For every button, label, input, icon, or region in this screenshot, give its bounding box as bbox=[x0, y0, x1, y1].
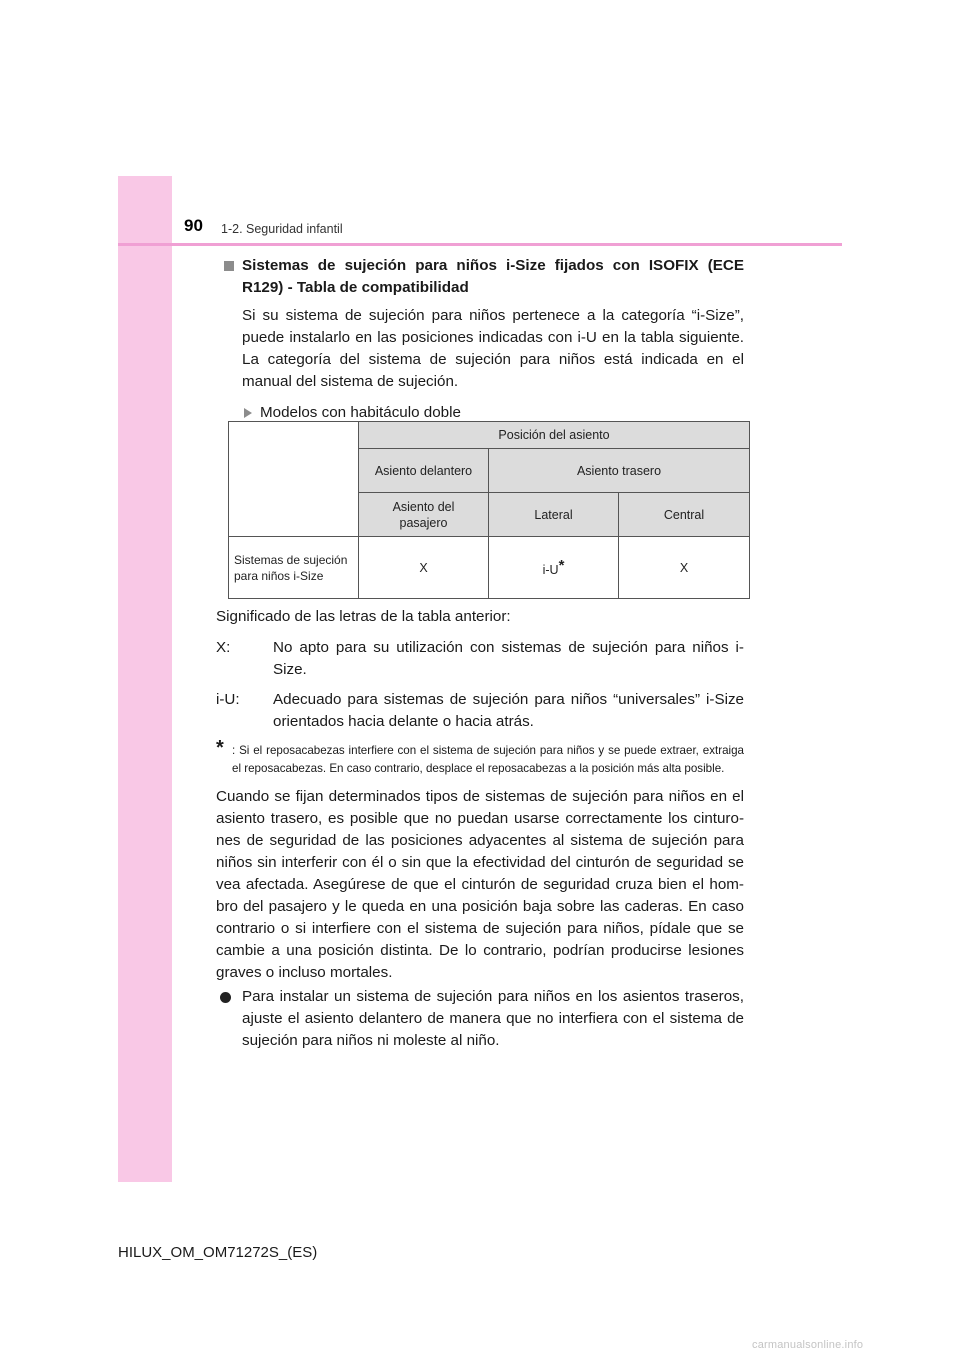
subheading-text: Modelos con habitáculo doble bbox=[260, 404, 461, 421]
table-cell-lateral-value: i-U bbox=[542, 562, 559, 577]
footnote-text: : Si el reposacabezas interfiere con el sistema de sujeción para niños y se puede extraer, extraiga el reposacabezas. En caso contrario, desplace el reposacabezas a la posición más alta posible. bbox=[232, 744, 744, 775]
main-content bbox=[222, 255, 744, 424]
compatibility-table bbox=[228, 421, 750, 599]
after-table-content bbox=[216, 606, 744, 1052]
table-header-seat-position: Posición del asiento bbox=[359, 422, 750, 449]
square-bullet-icon bbox=[224, 261, 234, 271]
section-heading-text: Sistemas de sujeción para niños i-Size fijados con ISOFIX (ECE R129) - Tabla de compatibilidad bbox=[242, 257, 744, 296]
sidebar-band bbox=[118, 176, 172, 1182]
legend-key: X: bbox=[216, 639, 231, 656]
body-paragraph: Cuando se fijan determinados tipos de sistemas de sujeción para niños en el asiento trasero, es posible que no puedan usarse correctamente los cinturo-nes de seguridad de las posiciones adyacentes al sistema de sujeción para niños sin interferir con él o sin que la efectividad del cinturón de seguridad se vea afectada. Asegúrese de que el cinturón de seguridad cruza bien el hom-bro del pasajero y le queda en una posición baja sobre las caderas. En caso contrario o si interfiere con el sistema de sujeción para niños, pídale que se cambie a una posición distinta. De lo contrario, podrían producirse lesiones graves o incluso mortales. bbox=[216, 788, 744, 981]
footer-code: HILUX_OM_OM71272S_(ES) bbox=[118, 1244, 318, 1261]
footnote-star: * bbox=[216, 737, 224, 759]
footnote bbox=[216, 737, 744, 778]
footnote-mark: * bbox=[558, 556, 565, 574]
header-divider bbox=[118, 243, 842, 246]
triangle-right-icon bbox=[244, 408, 252, 418]
table-empty-corner bbox=[229, 422, 359, 537]
table-header-central: Central bbox=[619, 493, 750, 537]
table-header-passenger-seat: Asiento del pasajero bbox=[359, 493, 489, 537]
watermark: carmanualsonline.info bbox=[752, 1339, 864, 1351]
table-row-label: Sistemas de sujeción para niños i-Size bbox=[229, 537, 359, 599]
section-title: 1-2. Seguridad infantil bbox=[221, 222, 343, 236]
legend-text: No apto para su utilización con sistemas de sujeción para niños i-Size. bbox=[273, 639, 744, 678]
table-header-rear-seat: Asiento trasero bbox=[489, 449, 750, 493]
bullet-paragraph-text: Para instalar un sistema de sujeción para niños en los asientos traseros, ajuste el asiento delantero de manera que no interfiera con el sistema de sujeción para niños ni moleste al niño. bbox=[242, 988, 744, 1049]
legend-item bbox=[216, 689, 744, 733]
table-cell-central: X bbox=[619, 537, 750, 599]
section-heading bbox=[222, 255, 744, 299]
intro-paragraph: Si su sistema de sujeción para niños pertenece a la categoría “i-Size”, puede instalarlo en las posiciones indicadas con i-U en la tabla siguiente. La categoría del sistema de sujeción para niños está indicada en el manual del sistema de sujeción. bbox=[242, 307, 744, 390]
table-header-front-seat: Asiento delantero bbox=[359, 449, 489, 493]
legend-intro: Significado de las letras de la tabla anterior: bbox=[216, 608, 511, 625]
legend-item bbox=[216, 637, 744, 681]
table-cell-lateral bbox=[489, 537, 619, 599]
table-header-lateral: Lateral bbox=[489, 493, 619, 537]
table-cell-passenger: X bbox=[359, 537, 489, 599]
legend-key: i-U: bbox=[216, 691, 240, 708]
bullet-paragraph bbox=[216, 986, 744, 1052]
circle-bullet-icon bbox=[220, 992, 231, 1003]
legend-text: Adecuado para sistemas de sujeción para niños “universales” i-Size orientados hacia delante o hacia atrás. bbox=[273, 691, 744, 730]
page-number: 90 bbox=[184, 216, 203, 235]
